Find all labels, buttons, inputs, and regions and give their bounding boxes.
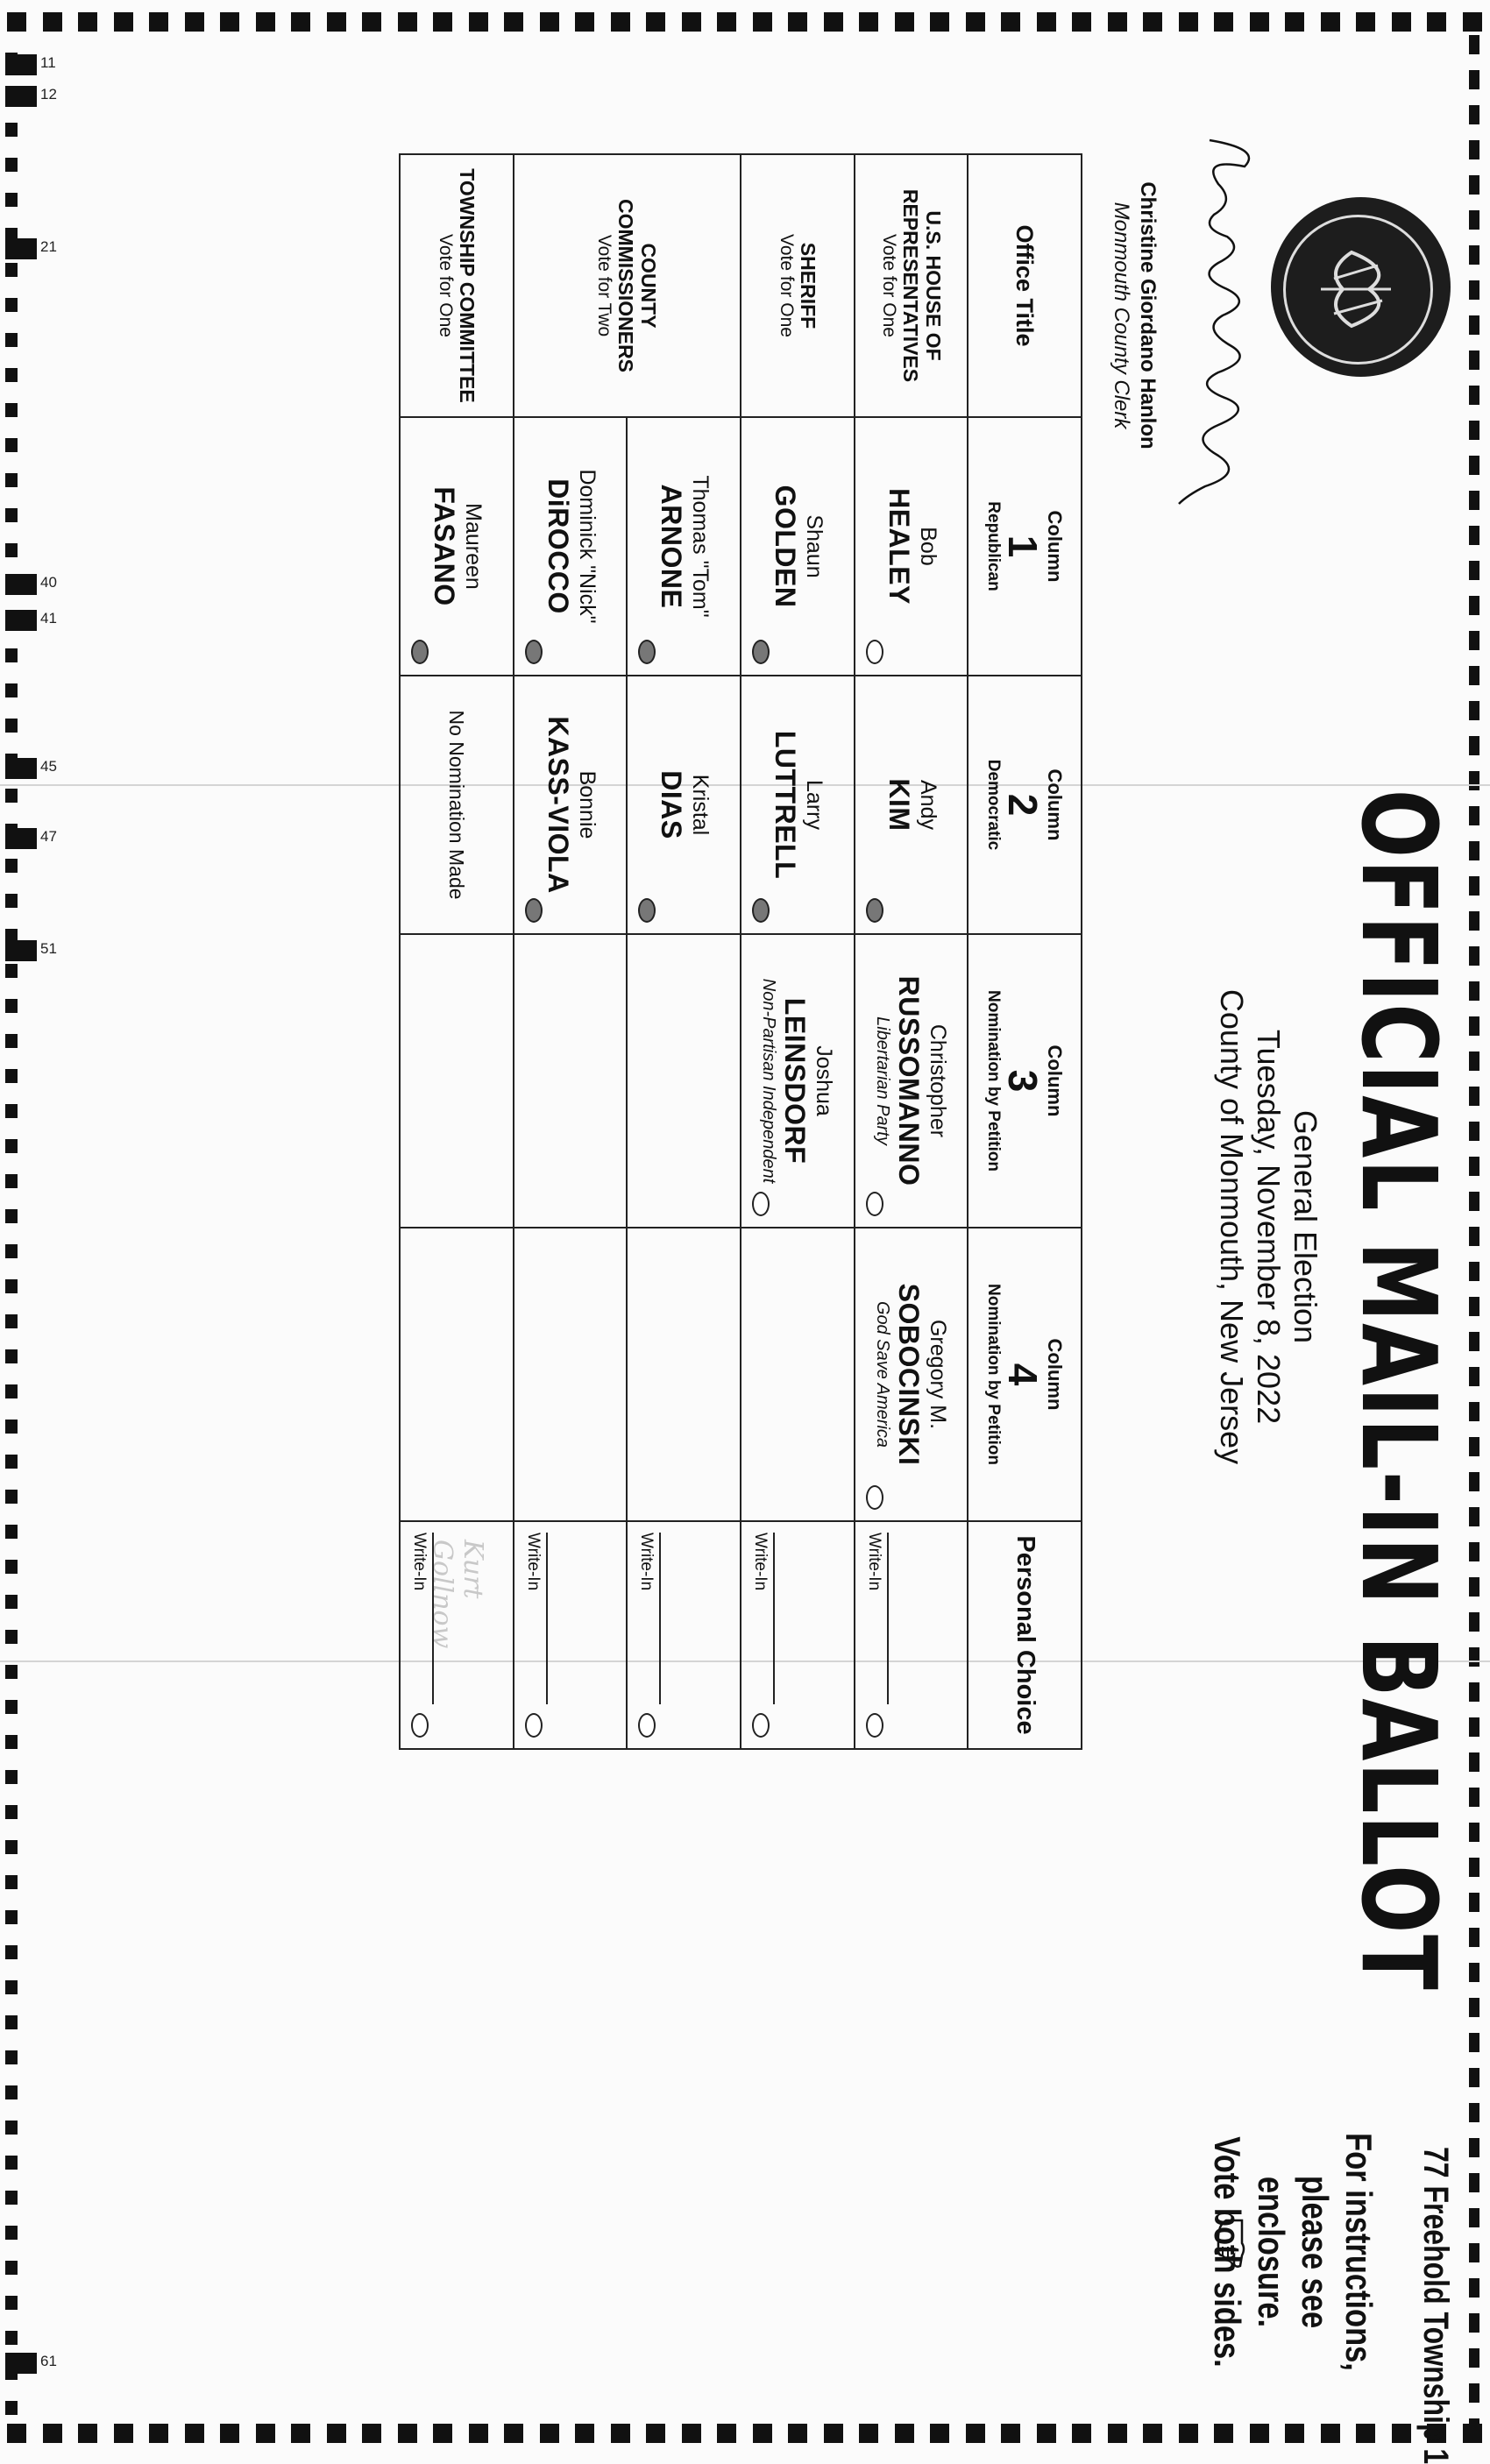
timing-mark-number: 45 xyxy=(40,758,57,775)
vote-oval[interactable] xyxy=(866,640,883,664)
instructions-line: Vote both sides. xyxy=(1207,2136,1248,2368)
empty-cell xyxy=(627,1228,741,1521)
district-label: 77 Freehold Township 1 xyxy=(1416,2147,1455,2464)
write-in-oval[interactable] xyxy=(525,1713,543,1738)
vote-oval[interactable] xyxy=(866,1485,883,1510)
candidate-cell: Kristal DIAS xyxy=(627,676,741,934)
write-in-line[interactable] xyxy=(887,1533,889,1704)
clerk-signature-icon xyxy=(1166,131,1280,508)
office-row-sheriff xyxy=(741,154,855,1749)
candidate-cell: Joshua LEINSDORF Non-Partisan Independent xyxy=(741,934,855,1228)
timing-mark-number: 61 xyxy=(40,2353,57,2369)
write-in-cell: Kurt Gollnow Write-In xyxy=(400,1521,514,1749)
pointing-hand-icon xyxy=(1214,2217,1258,2269)
timing-mark-number: 40 xyxy=(40,574,57,591)
timing-mark-number: 41 xyxy=(40,610,57,627)
column-4-header: Column 4 Nomination by Petition xyxy=(968,1228,1082,1521)
candidate-cell: Thomas "Tom" ARNONE xyxy=(627,417,741,676)
office-title: COUNTY COMMISSIONERS Vote for Two xyxy=(514,154,741,417)
vote-oval-filled[interactable] xyxy=(525,898,543,923)
empty-cell xyxy=(400,934,514,1228)
office-title: U.S. HOUSE OF REPRESENTATIVES Vote for One xyxy=(855,154,968,417)
office-row-house xyxy=(855,154,968,1749)
office-title-header: Office Title xyxy=(968,154,1082,417)
vote-oval-filled[interactable] xyxy=(638,898,656,923)
ballot-table xyxy=(399,153,1082,1750)
office-title: SHERIFF Vote for One xyxy=(741,154,855,417)
personal-choice-header: Personal Choice xyxy=(968,1521,1082,1749)
clerk-title: Monmouth County Clerk xyxy=(1110,202,1133,429)
office-title: TOWNSHIP COMMITTEE Vote for One xyxy=(400,154,514,417)
write-in-oval[interactable] xyxy=(752,1713,770,1738)
write-in-oval[interactable] xyxy=(638,1713,656,1738)
write-in-oval[interactable] xyxy=(866,1713,883,1738)
vote-oval-filled[interactable] xyxy=(866,898,883,923)
candidate-cell: Bob HEALEY xyxy=(855,417,968,676)
candidate-cell: Christopher RUSSOMANNO Libertarian Party xyxy=(855,934,968,1228)
column-2-header: Column 2 Democratic xyxy=(968,676,1082,934)
vote-oval-filled[interactable] xyxy=(752,640,770,664)
election-date: Tuesday, November 8, 2022 xyxy=(1251,1029,1287,1425)
timing-mark-number: 11 xyxy=(40,54,56,71)
column-1-header: Column 1 Republican xyxy=(968,417,1082,676)
handwritten-write-in: Kurt Gollnow xyxy=(427,1540,488,1649)
candidate-cell: Dominick "Nick" DiROCCO xyxy=(514,417,628,676)
office-row-township xyxy=(400,154,514,1749)
candidate-cell: Andy KIM xyxy=(855,676,968,934)
timing-mark-number: 12 xyxy=(40,86,57,103)
write-in-oval[interactable] xyxy=(411,1713,429,1738)
candidate-cell: Shaun GOLDEN xyxy=(741,417,855,676)
candidate-cell: Gregory M. SOBOCINSKI God Save America xyxy=(855,1228,968,1521)
empty-cell xyxy=(514,934,628,1228)
candidate-cell: Larry LUTTRELL xyxy=(741,676,855,934)
timing-mark-number: 51 xyxy=(40,940,57,957)
write-in-line[interactable] xyxy=(659,1533,661,1704)
empty-cell xyxy=(627,934,741,1228)
vote-oval-filled[interactable] xyxy=(638,640,656,664)
seal-emblem-icon xyxy=(1286,217,1430,362)
timing-mark-number: 47 xyxy=(40,828,57,845)
write-in-cell: Write-In xyxy=(855,1521,968,1749)
office-row-commissioners xyxy=(627,154,741,1749)
county-seal-ring xyxy=(1283,215,1433,365)
election-county: County of Monmouth, New Jersey xyxy=(1214,988,1250,1465)
column-3-header: Column 3 Nomination by Petition xyxy=(968,934,1082,1228)
write-in-cell: Write-In xyxy=(514,1521,628,1749)
write-in-cell: Write-In xyxy=(741,1521,855,1749)
election-name: General Election xyxy=(1288,1109,1323,1344)
vote-oval-filled[interactable] xyxy=(525,640,543,664)
write-in-line[interactable] xyxy=(546,1533,548,1704)
vote-oval-filled[interactable] xyxy=(752,898,770,923)
timing-mark-number: 21 xyxy=(40,238,57,255)
instructions-line: please see enclosure. xyxy=(1251,2175,1336,2329)
column-header-row xyxy=(968,154,1082,1749)
vote-oval[interactable] xyxy=(752,1192,770,1216)
vote-oval-filled[interactable] xyxy=(411,640,429,664)
candidate-cell: Bonnie KASS-VIOLA xyxy=(514,676,628,934)
write-in-line[interactable] xyxy=(432,1533,434,1704)
ballot-title: OFFICIAL MAIL-IN BALLOT xyxy=(1338,789,1459,1992)
clerk-name: Christine Giordano Hanlon xyxy=(1136,181,1160,450)
empty-cell xyxy=(741,1228,855,1521)
vote-oval[interactable] xyxy=(866,1192,883,1216)
empty-cell xyxy=(400,1228,514,1521)
instructions-line: For instructions, xyxy=(1338,2133,1380,2371)
write-in-cell: Write-In xyxy=(627,1521,741,1749)
write-in-line[interactable] xyxy=(773,1533,775,1704)
no-nomination-cell: No Nomination Made xyxy=(400,676,514,934)
candidate-cell: Maureen FASANO xyxy=(400,417,514,676)
empty-cell xyxy=(514,1228,628,1521)
